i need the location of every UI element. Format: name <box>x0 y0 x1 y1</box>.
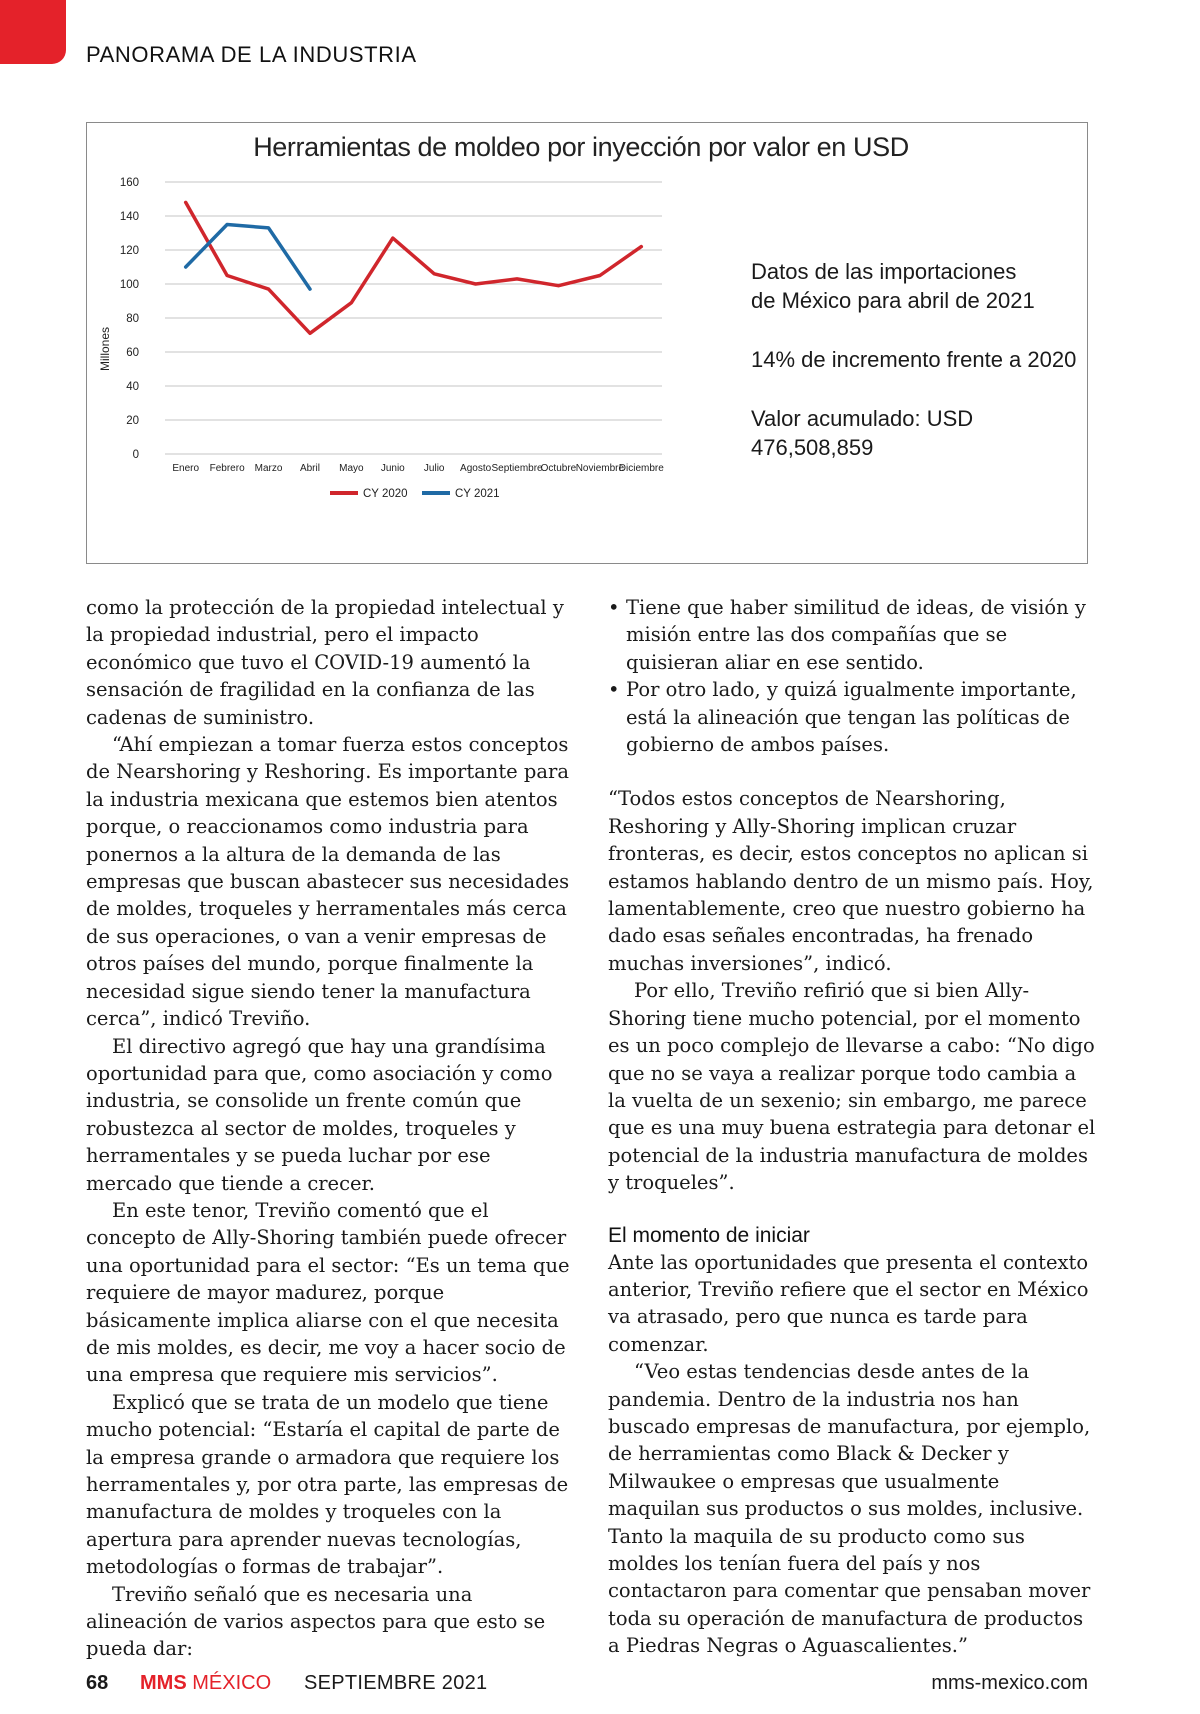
y-tick-label: 80 <box>126 313 139 325</box>
legend-label: CY 2020 <box>363 488 408 500</box>
chart-title: Herramientas de moldeo por inyección por valor en USD <box>253 132 909 162</box>
y-tick-label: 60 <box>126 347 139 359</box>
x-tick-label: Mayo <box>339 463 364 474</box>
legend-label: CY 2021 <box>455 488 500 500</box>
summary-increase: 14% de incremento frente a 2020 <box>751 347 1077 372</box>
paragraph: Explicó que se trata de un modelo que tiene mucho potencial: “Estaría el capital de parte de la empresa grande o armadora que requiere los herramentales y, por otra parte, las empresas de manufactura de moldes y troqueles con la apertura para aprender nuevas tecnologías, metodologías o formas de trabajar”. <box>86 1390 569 1579</box>
x-tick-label: Enero <box>172 463 200 474</box>
y-tick-label: 100 <box>119 279 139 291</box>
y-tick-label: 0 <box>132 449 139 461</box>
y-axis-label: Millones <box>98 326 112 372</box>
x-tick-label: Julio <box>423 463 445 474</box>
y-tick-label: 120 <box>119 245 139 257</box>
website-link[interactable]: mms-mexico.com <box>931 1672 1088 1694</box>
bullet-item: • Por otro lado, y quizá igualmente importante, está la alineación que tengan las políticas de gobierno de ambos países. <box>608 676 1096 758</box>
series-line-cy-2020 <box>186 202 642 333</box>
paragraph: “Veo estas tendencias desde antes de la pandemia. Dentro de la industria nos han buscado empresas de manufactura, por ejemplo, de herramientas como Black & Decker y Milwaukee o empresas que usualmente maquilan sus productos o sus moldes, inclusive. Tanto la maquila de su producto como sus moldes los tenían fuera del país y nos contactaron para comentar que pensaban mover toda su operación de manufactura de productos a Piedras Negras o Aguascalientes.” <box>608 1360 1091 1658</box>
x-tick-label: Febrero <box>209 463 245 474</box>
x-tick-label: Septiembre <box>491 463 543 474</box>
issue-date: SEPTIEMBRE 2021 <box>304 1672 488 1694</box>
x-tick-label: Abril <box>299 463 320 474</box>
page-number: 68 <box>86 1672 109 1694</box>
bullet-item: • Tiene que haber similitud de ideas, de visión y misión entre las dos compañías que se quisieran aliar en ese sentido. <box>608 594 1096 676</box>
article-column-left <box>86 594 574 1663</box>
summary-accumulated: Valor acumulado: USD 476,508,859 <box>751 406 974 460</box>
paragraph: El directivo agregó que hay una grandísima oportunidad para que, como asociación y como industria, se consolide un frente común que robustezca al sector de moldes, troqueles y herramentales y se pueda luchar por ese mercado que tiende a crecer. <box>86 1034 553 1195</box>
chart-panel <box>86 122 1088 564</box>
section-subheading: El momento de iniciar <box>608 1223 810 1247</box>
x-tick-label: Marzo <box>254 463 283 474</box>
paragraph: “Todos estos conceptos de Nearshoring, Reshoring y Ally-Shoring implican cruzar fronteras, es decir, estos conceptos no aplican si estamos hablando dentro de un mismo país. Hoy, lamentablemente, creo que nuestro gobierno ha dado esas señales encontradas, ha frenado muchas inversiones”, indicó. <box>608 787 1094 975</box>
x-tick-label: Agosto <box>460 463 492 474</box>
paragraph: “Ahí empiezan a tomar fuerza estos conceptos de Nearshoring y Reshoring. Es importante para la industria mexicana que estemos bien atentos porque, o reaccionamos como industria para ponernos a la altura de la demanda de las empresas que buscan abastecer sus necesidades de moldes, troqueles y herramentales más cerca de sus operaciones, o van a venir empresas de otros países del mundo, porque finalmente la necesidad sigue siendo tener la manufactura cerca”, indicó Treviño. <box>86 733 570 1031</box>
brand-light: MÉXICO <box>192 1672 272 1694</box>
bullet-list <box>608 594 1096 758</box>
y-tick-label: 20 <box>126 415 139 427</box>
paragraph: Treviño señaló que es necesaria una alineación de varios aspectos para que esto se pueda dar: <box>86 1582 546 1661</box>
magazine-brand <box>140 1672 271 1695</box>
y-tick-label: 160 <box>119 177 139 189</box>
y-tick-label: 40 <box>126 381 139 393</box>
y-tick-label: 140 <box>119 211 139 223</box>
page-footer <box>86 1672 1088 1700</box>
article-column-right <box>608 594 1096 1660</box>
x-tick-label: Diciembre <box>618 463 664 474</box>
summary-heading-line2: de México para abril de 2021 <box>751 288 1035 313</box>
section-label: PANORAMA DE LA INDUSTRIA <box>86 42 417 67</box>
x-tick-label: Noviembre <box>575 463 625 474</box>
paragraph: como la protección de la propiedad intelectual y la propiedad industrial, pero el impacto económico que tuvo el COVID-19 aumentó la sensación de fragilidad en la confianza de las cadenas de suministro. <box>86 596 564 729</box>
corner-tab <box>0 0 66 64</box>
brand-bold: MMS <box>140 1672 187 1694</box>
paragraph: En este tenor, Treviño comentó que el concepto de Ally-Shoring también puede ofrecer una oportunidad para el sector: “Es un tema que requiere de mayor madurez, porque básicamente implica aliarse con el que necesita de mis moldes, es decir, me voy a hacer socio de una empresa que requiere mis servicios”. <box>86 1198 570 1387</box>
import-summary <box>751 257 1081 462</box>
paragraph: Por ello, Treviño refirió que si bien Ally-Shoring tiene mucho potencial, por el momento es un poco complejo de llevarse a cabo: “No digo que no se vaya a realizar porque todo cambia a la vuelta de un sexenio; sin embargo, me parece que es una muy buena estrategia para detonar el potencial de la industria manufactura de moldes y troqueles”. <box>608 979 1096 1195</box>
x-tick-label: Junio <box>380 463 405 474</box>
paragraph: Ante las oportunidades que presenta el contexto anterior, Treviño refiere que el sector en México va atrasado, pero que nunca es tarde para comenzar. <box>608 1250 1089 1356</box>
summary-heading-line1: Datos de las importaciones <box>751 259 1017 284</box>
x-tick-label: Octubre <box>540 463 577 474</box>
